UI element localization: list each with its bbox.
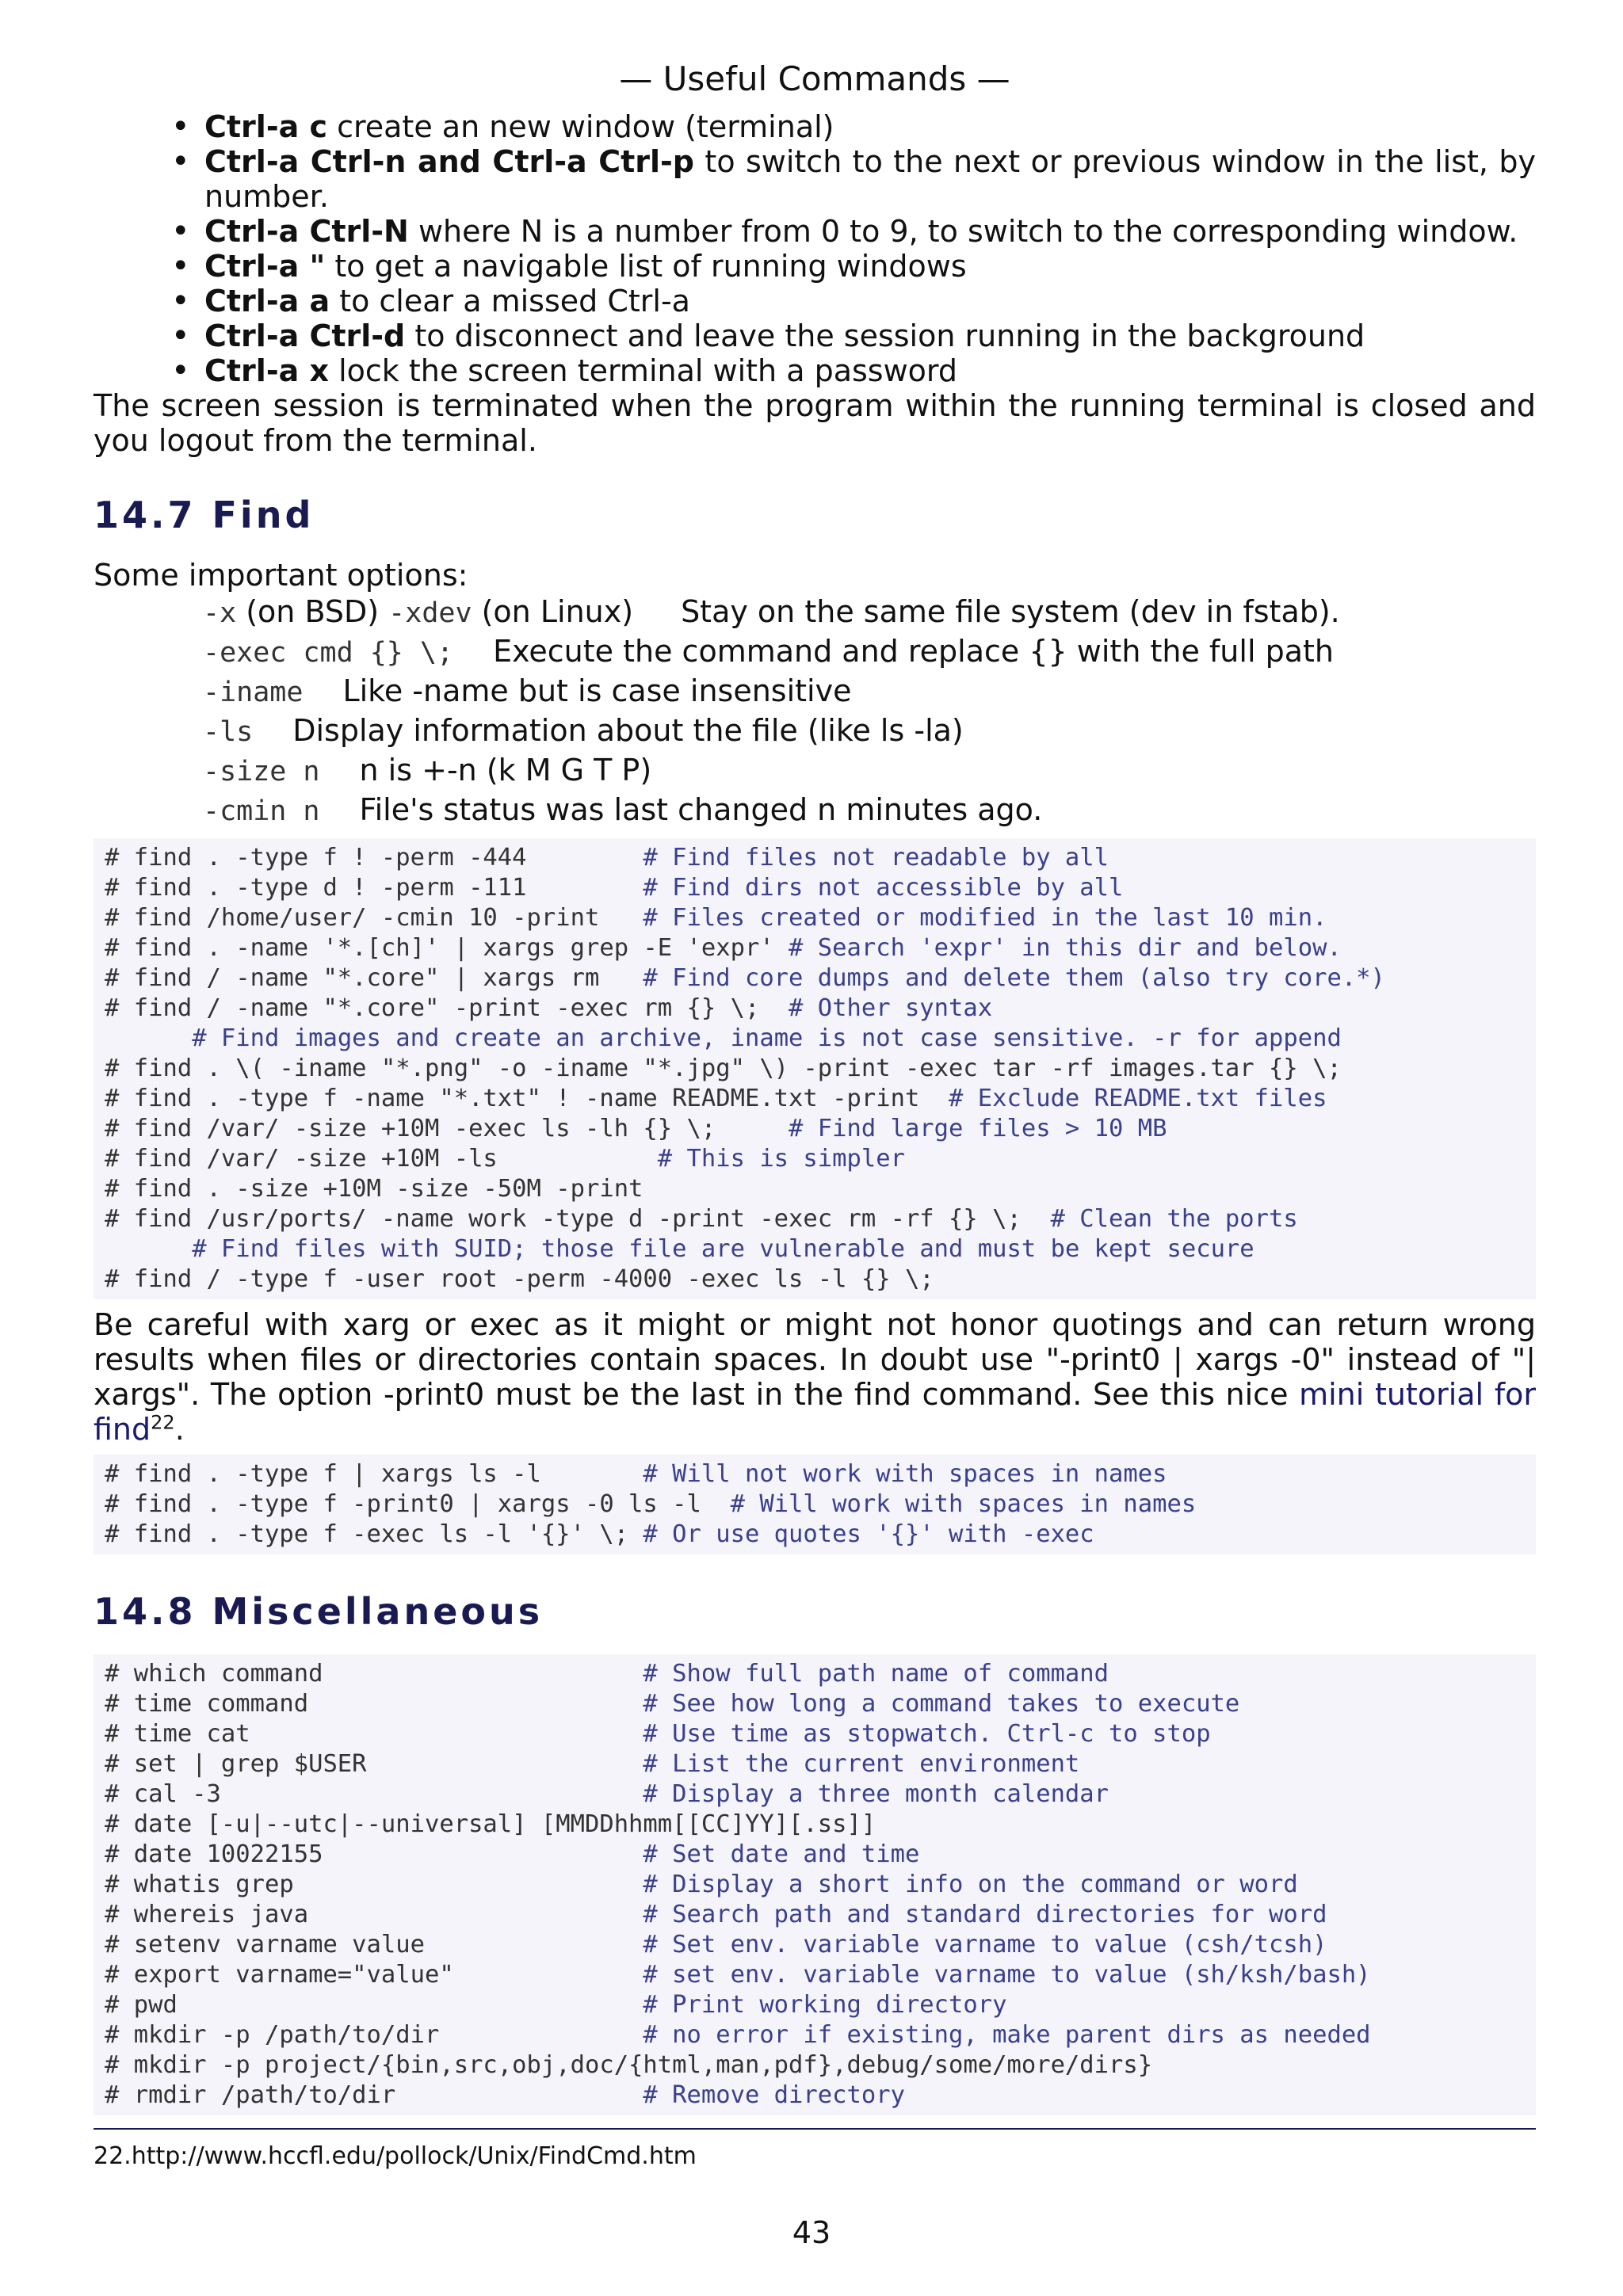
code-line: [105, 1085, 1327, 1112]
code-line: [105, 1520, 1094, 1548]
keybinding-key: Ctrl-a Ctrl-N: [204, 214, 409, 249]
code-line: [105, 1780, 1109, 1808]
code-comment: # set env. variable varname to value (sh/ksh/bash): [643, 1961, 1371, 1989]
option-flag: -ls: [203, 716, 254, 748]
code-line: [105, 1810, 876, 1838]
footnote-text: 22.http://www.hccfl.edu/pollock/Unix/FindCmd.htm: [94, 2142, 697, 2170]
code-command: # find / -name "*.core" -print -exec rm {} \;: [105, 994, 789, 1022]
keybinding-description: to clear a missed Ctrl-a: [330, 284, 690, 318]
option-description: Display information about the file (like ls -la): [292, 713, 964, 748]
code-line: [105, 1660, 1109, 1688]
code-command: # mkdir -p /path/to/dir: [105, 2021, 643, 2049]
code-command: # find /home/user/ -cmin 10 -print: [105, 904, 643, 932]
screen-keybinding-list: [94, 109, 1536, 388]
find-code-block: [94, 838, 1536, 1299]
code-line: [105, 964, 1385, 992]
misc-code-block: [94, 1654, 1536, 2115]
find-option-row: [94, 791, 1536, 830]
code-command: [105, 1235, 192, 1263]
footnote-ref: 22: [151, 1411, 175, 1434]
code-command: # find . -name '*.[ch]' | xargs grep -E 'expr': [105, 934, 789, 962]
code-line: [105, 934, 1342, 962]
code-comment: # Show full path name of command: [643, 1660, 1109, 1688]
screen-note: The screen session is terminated when the program within the running terminal is closed and you logout from the terminal.: [94, 388, 1536, 458]
option-note: (on Linux): [472, 594, 634, 629]
keybinding-description: to get a navigable list of running windows: [325, 249, 967, 284]
code-line: [105, 1265, 934, 1293]
keybinding-description: lock the screen terminal with a password: [328, 353, 957, 388]
screen-keybinding-item: [204, 353, 1536, 388]
option-description: File's status was last changed n minutes ago.: [359, 792, 1043, 827]
option-description: Like -name but is case insensitive: [342, 673, 852, 708]
code-line: [105, 1024, 1342, 1052]
code-command: # cal -3: [105, 1780, 643, 1808]
code-line: [105, 1055, 1342, 1082]
code-line: [105, 1991, 1007, 2019]
option-description: Stay on the same file system (dev in fstab).: [681, 594, 1340, 629]
code-line: [105, 1901, 1327, 1928]
footnote-rule: [94, 2128, 1536, 2130]
code-comment: # Print working directory: [643, 1991, 1007, 2019]
code-line: [105, 1690, 1239, 1718]
code-comment: # Find files not readable by all: [643, 844, 1109, 871]
keybinding-description: to disconnect and leave the session running in the background: [405, 318, 1365, 353]
find-option-row: [94, 672, 1536, 711]
code-command: # time cat: [105, 1720, 643, 1748]
code-line: [105, 1235, 1254, 1263]
code-line: [105, 2021, 1371, 2049]
keybinding-key: Ctrl-a ": [204, 249, 326, 284]
code-comment: # Use time as stopwatch. Ctrl-c to stop: [643, 1720, 1211, 1748]
code-line: [105, 1460, 1167, 1488]
code-command: # find /usr/ports/ -name work -type d -print -exec rm -rf {} \;: [105, 1205, 1051, 1233]
code-command: # find /var/ -size +10M -ls: [105, 1145, 658, 1173]
code-comment: # See how long a command takes to execute: [643, 1690, 1240, 1718]
keybinding-description: where N is a number from 0 to 9, to switch to the corresponding window.: [408, 214, 1518, 249]
code-comment: # Display a short info on the command or word: [643, 1871, 1298, 1898]
code-comment: # no error if existing, make parent dirs as needed: [643, 2021, 1371, 2049]
find-option-row: [94, 711, 1536, 751]
keybinding-key: Ctrl-a Ctrl-n and Ctrl-a Ctrl-p: [204, 144, 695, 179]
code-command: # whatis grep: [105, 1871, 643, 1898]
code-line: [105, 874, 1123, 902]
code-line: [105, 1840, 919, 1868]
code-comment: # Other syntax: [789, 994, 993, 1022]
code-line: [105, 1871, 1298, 1898]
code-command: # date 10022155: [105, 1840, 643, 1868]
keybinding-key: Ctrl-a Ctrl-d: [204, 318, 406, 353]
code-command: [105, 1024, 192, 1052]
screen-keybinding-item: [204, 284, 1536, 318]
code-command: # mkdir -p project/{bin,src,obj,doc/{html,man,pdf},debug/some/more/dirs}: [105, 2051, 1153, 2079]
screen-keybinding-item: [204, 144, 1536, 214]
code-command: # find . -type f -name "*.txt" ! -name README.txt -print: [105, 1085, 949, 1112]
code-line: [105, 2051, 1152, 2079]
code-command: # whereis java: [105, 1901, 643, 1928]
find-tutorial-link[interactable]: mini tutorial for find: [94, 1377, 1537, 1447]
keybinding-key: Ctrl-a a: [204, 284, 330, 318]
code-command: # find /var/ -size +10M -exec ls -lh {} \;: [105, 1115, 789, 1142]
code-command: # time command: [105, 1690, 643, 1718]
screen-keybinding-item: [204, 214, 1536, 249]
find-intro: Some important options:: [94, 558, 468, 593]
keybinding-description: to switch to the next or previous window in the list, by number.: [204, 144, 1536, 214]
code-comment: # Find dirs not accessible by all: [643, 874, 1124, 902]
code-command: # pwd: [105, 1991, 643, 2019]
screen-keybinding-item: [204, 249, 1536, 284]
code-command: # find . -size +10M -size -50M -print: [105, 1175, 643, 1203]
code-comment: # Search 'expr' in this dir and below.: [789, 934, 1342, 962]
code-comment: # Find files with SUID; those file are vulnerable and must be kept secure: [192, 1235, 1254, 1263]
xargs-note: Be careful with xarg or exec as it might or might not honor quotings and can return wrong results when files or directories contain spaces. In doubt use "-print0 | xargs -0" instead of "| xargs". The option -print0 must be the last in the find command. See this nice mini tutorial for find$^{22}$.: [94, 1307, 1537, 1447]
code-comment: # Search path and standard directories for word: [643, 1901, 1327, 1928]
code-command: # rmdir /path/to/dir: [105, 2081, 643, 2109]
xargs-code-block: [94, 1455, 1536, 1554]
code-command: # find / -type f -user root -perm -4000 -exec ls -l {} \;: [105, 1265, 934, 1293]
code-comment: # Will not work with spaces in names: [643, 1460, 1167, 1488]
code-command: # find . -type d ! -perm -111: [105, 874, 643, 902]
option-description: n is +-n (k M G T P): [359, 753, 652, 788]
code-command: # find . -type f | xargs ls -l: [105, 1460, 643, 1488]
screen-keybinding-item: [204, 318, 1536, 353]
code-command: # which command: [105, 1660, 643, 1688]
code-line: [105, 1931, 1327, 1958]
code-command: # find . -type f -exec ls -l '{}' \;: [105, 1520, 643, 1548]
code-line: [105, 1490, 1196, 1518]
option-note: (on BSD): [236, 594, 389, 629]
code-command: # find / -name "*.core" | xargs rm: [105, 964, 643, 992]
find-option-row: [94, 632, 1536, 672]
find-option-row: [94, 593, 1536, 632]
code-comment: # Clean the ports: [1050, 1205, 1298, 1233]
code-comment: # This is simpler: [657, 1145, 905, 1173]
code-command: # find . \( -iname "*.png" -o -iname "*.jpg" \) -print -exec tar -rf images.tar {} \;: [105, 1055, 1342, 1082]
code-comment: # Set date and time: [643, 1840, 920, 1868]
page-content: [94, 54, 1536, 2176]
page-number: 43: [792, 2215, 831, 2250]
code-comment: # Or use quotes '{}' with -exec: [643, 1520, 1094, 1548]
find-option-row: [94, 751, 1536, 791]
option-flag: -size n: [203, 756, 320, 788]
code-line: [105, 1145, 905, 1173]
code-line: [105, 1720, 1211, 1748]
code-comment: # Set env. variable varname to value (csh/tcsh): [643, 1931, 1327, 1958]
code-command: # set | grep $USER: [105, 1750, 643, 1778]
code-line: [105, 2081, 905, 2109]
option-flag: -xdev: [388, 597, 472, 629]
keybinding-key: Ctrl-a x: [204, 353, 329, 388]
code-line: [105, 1115, 1167, 1142]
code-line: [105, 1961, 1371, 1989]
code-line: [105, 994, 992, 1022]
keybinding-description: create an new window (terminal): [327, 109, 834, 144]
code-comment: # Remove directory: [643, 2081, 905, 2109]
option-flag: -cmin n: [203, 795, 320, 827]
code-line: [105, 1205, 1298, 1233]
code-command: # setenv varname value: [105, 1931, 643, 1958]
option-description: Execute the command and replace {} with the full path: [493, 634, 1334, 669]
section-heading-find: 14.7 Find: [94, 494, 315, 536]
code-command: # find . -type f -print0 | xargs -0 ls -l: [105, 1490, 731, 1518]
code-command: # date [-u|--utc|--universal] [MMDDhhmm[[CC]YY][.ss]]: [105, 1810, 876, 1838]
code-comment: # List the current environment: [643, 1750, 1080, 1778]
option-flag: -iname: [203, 677, 304, 708]
code-comment: # Files created or modified in the last 10 min.: [643, 904, 1327, 932]
find-options: [94, 593, 1536, 830]
screen-keybinding-item: [204, 109, 1536, 144]
code-comment: # Exclude README.txt files: [949, 1085, 1327, 1112]
code-line: [105, 904, 1327, 932]
code-line: [105, 1750, 1079, 1778]
code-command: # find . -type f ! -perm -444: [105, 844, 643, 871]
option-flag: -exec cmd {} \;: [203, 637, 454, 669]
code-comment: # Display a three month calendar: [643, 1780, 1109, 1808]
code-comment: # Find core dumps and delete them (also try core.*): [643, 964, 1385, 992]
option-flag: -x: [203, 597, 237, 629]
code-comment: # Will work with spaces in names: [730, 1490, 1197, 1518]
code-command: # export varname="value": [105, 1961, 643, 1989]
code-comment: # Find large files > 10 MB: [789, 1115, 1167, 1142]
code-line: [105, 844, 1109, 871]
code-line: [105, 1175, 643, 1203]
running-header: — Useful Commands —: [619, 59, 1010, 98]
keybinding-key: Ctrl-a c: [204, 109, 327, 144]
code-comment: # Find images and create an archive, iname is not case sensitive. -r for append: [192, 1024, 1342, 1052]
section-heading-misc: 14.8 Miscellaneous: [94, 1590, 544, 1633]
